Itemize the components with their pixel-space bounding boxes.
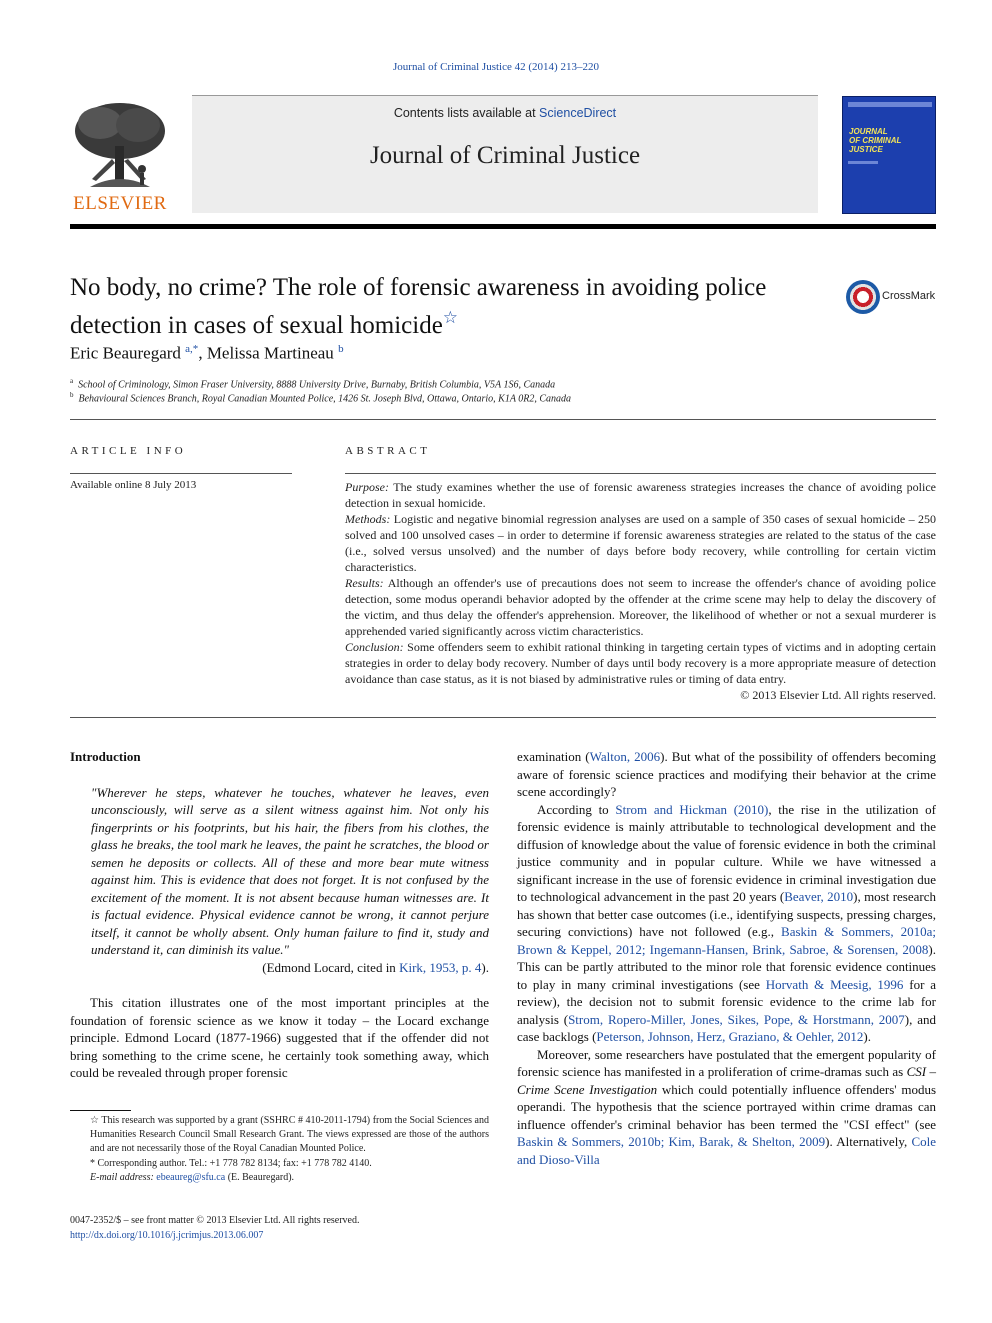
reference-link[interactable]: Baskin & Sommers, 2010b; Kim, Barak, & Shelton, 2009 [517, 1134, 826, 1149]
locard-quote: "Wherever he steps, whatever he touches, whatever he leaves, even unconsciously, will serve as a silent witness against him. Not only his fingerprints or his footprints, but his hair, the fibers from his clothes, the glass he breaks, the tool mark he leaves, the paint he scratches, the blood or semen he deposits or collects. All of these and more bear mute witness against him. This is evidence that does not forget. It is not confused by the excitement of the moment. It is not absent because human witnesses are. It is factual evidence. Physical evidence cannot be wrong, it cannot perjure itself, it cannot be wholly absent. Only human failure to find it, study and understand it, can diminish its value." [91, 784, 489, 957]
affiliation-mark: b [70, 391, 74, 399]
abstract-body [345, 479, 936, 703]
author-affiliation-link[interactable]: b [338, 343, 344, 355]
email-footnote [70, 1171, 489, 1185]
body-text: According to [537, 801, 616, 817]
email-label: E-mail address: [90, 1171, 154, 1183]
cover-bar [848, 102, 932, 107]
section-heading-introduction: Introduction [70, 749, 141, 764]
abstract-conclusion [345, 639, 936, 687]
body-text: for a review), the decision not to submit forensic evidence to the crime lab for analysis ( [517, 976, 936, 1027]
section-rule [70, 419, 936, 420]
body-text: , the rise in the utilization of forensic evidence is mainly attributable to technological development and the diffusion of knowledge about the value of forensic evidence in both the criminal justice community and in popular culture. While we have witnessed a significant increase in the use of forensic evidence in criminal investigation due to technological advancement in the past 20 years ( [517, 801, 936, 904]
citation-text: ). [481, 959, 489, 975]
abstract-text: The study examines whether the use of forensic awareness strategies increases the chance of avoiding police detection in sexual homicide. [345, 480, 936, 510]
affiliation-text: School of Criminology, Simon Fraser University, 8888 University Drive, Burnaby, British Columbia, V5A 1S6, Canada [78, 379, 556, 391]
body-text: Moreover, some researchers have postulated that the emergent popularity of forensic science has manifested in a proliferation of crime-dramas such as [517, 1046, 936, 1079]
author-name: Melissa Martineau [206, 343, 334, 363]
body-column-right [517, 748, 936, 1168]
reference-link[interactable]: Peterson, Johnson, Herz, Graziano, & Oehler, 2012 [596, 1029, 864, 1044]
abstract-label: Methods: [345, 512, 391, 526]
funding-footnote [70, 1114, 489, 1157]
sciencedirect-link[interactable]: ScienceDirect [539, 106, 617, 120]
abstract-copyright: © 2013 Elsevier Ltd. All rights reserved. [740, 688, 936, 702]
footnote-rule [70, 1110, 131, 1111]
body-text: which could potentially influence offenders' modus operandi. The hypothesis that the science portrayed within crime dramas can influence offender's criminal behavior has been termed the "CSI effect" (see [517, 1081, 937, 1132]
body-text: ). This can be partly attributed to the minor role that forensic evidence continues to play in many criminal investigations (see [517, 941, 936, 992]
body-italic: CSI – Crime Scene Investigation [517, 1064, 937, 1097]
footnote-text: This research was supported by a grant (SSHRC # 410-2011-1794) from the Social Sciences and Humanities Research Council Small Research Grant. The views expressed are those of the authors and are not necessarily those of the Royal Canadian Mounted Police. [90, 1115, 489, 1155]
body-text: ). Alternatively, [825, 1134, 912, 1149]
reference-link[interactable]: Kirk, 1953, p. 4 [399, 959, 482, 975]
crossmark-label: CrossMark [882, 290, 936, 302]
body-paragraph: This citation illustrates one of the most important principles at the foundation of forensic science as we know it today – the Locard exchange principle. Edmond Locard (1877-1966) suggested that if the offender did not bring something to the crime scene, he certainly took something away, which could be revealed through proper forensic [70, 995, 489, 1080]
author-separator: , [198, 343, 207, 363]
reference-link[interactable]: Baskin & Sommers, 2010a; Brown & Keppel, 2012; Ingemann-Hansen, Brink, Sabroe, & Sorensen, 2008 [517, 924, 937, 957]
abstract-text: Some offenders seem to exhibit rational thinking in targeting certain types of victims and in adopting certain strategies in order to delay body recovery. Number of days until body recovery is a more appropriate measure of detection avoidance than case status, as it is not biased by administrative rules or timing of data entry. [345, 640, 936, 686]
abstract-text: Although an offender's use of precautions does not seem to increase the offender's chance of avoiding police detection, some modus operandi behavior adopted by the offender at the crime scene may help to delay the discovery of the victim, and thus delay the offender's apprehension. Moreover, the likelihood of whether or not a sexual murderer is apprehended varied significantly across victim characteristics. [345, 576, 936, 638]
body-text: ), most research has shown that better case outcomes (i.e., identifying suspects, pressing charges, securing convictions) have not followed (e.g., [517, 889, 937, 939]
tree-icon [70, 101, 170, 191]
elsevier-tree-logo [70, 101, 170, 213]
contents-prefix: Contents lists available at [393, 106, 540, 120]
affiliation-text: Behavioural Sciences Branch, Royal Canadian Mounted Police, 1426 St. Joseph Blvd, Ottawa, Ontario, K1A 0R2, Canada [78, 393, 572, 405]
reference-link[interactable]: Beaver, 2010 [784, 889, 854, 904]
crossmark-badge[interactable] [846, 280, 941, 316]
citation-text: (Edmond Locard, cited in [262, 959, 400, 975]
quote-citation [70, 959, 489, 977]
author-affiliation-link[interactable]: a,* [185, 343, 199, 355]
reference-link[interactable]: Strom, Ropero-Miller, Jones, Sikes, Pope, & Horstmann, 2007 [568, 1011, 905, 1027]
body-column-left [70, 748, 489, 1082]
footnotes [70, 1114, 489, 1185]
elsevier-wordmark: ELSEVIER [73, 193, 167, 214]
article-info-rule [70, 473, 292, 474]
crossmark-icon [846, 280, 880, 314]
abstract-methods [345, 511, 936, 575]
reference-link[interactable]: Cole and Dioso-Villa [517, 1134, 937, 1167]
body-text: examination ( [517, 749, 590, 764]
issn-line: 0047-2352/$ – see front matter © 2013 Elsevier Ltd. All rights reserved. [70, 1215, 360, 1226]
abstract-text: Logistic and negative binomial regression analyses are used on a sample of 350 cases of sexual homicide – 250 solved and 100 unsolved cases – in order to determine if forensic awareness strategies are related to the status of the case (i.e., solved versus unsolved) and the number of days before body recovery, while controlling for certain victim characteristics. [345, 512, 936, 574]
reference-link[interactable]: Strom and Hickman (2010) [615, 801, 769, 817]
corresponding-footnote [70, 1157, 489, 1171]
body-paragraph [517, 748, 936, 801]
affiliation-b [70, 391, 571, 404]
body-paragraph [517, 1046, 936, 1169]
body-text: ), and case backlogs ( [517, 1011, 936, 1044]
abstract-label: Purpose: [345, 480, 389, 494]
article-info-heading: ARTICLE INFO [70, 445, 187, 457]
section-rule [70, 717, 936, 718]
journal-banner [192, 95, 818, 213]
email-link[interactable]: ebeaureg@sfu.ca [156, 1171, 226, 1183]
journal-title: Journal of Criminal Justice [369, 142, 641, 169]
body-text: ). But what of the possibility of offenders becoming aware of forensic science practices and modifying their behavior at the crime scene accordingly? [517, 749, 936, 799]
header-rule [70, 224, 936, 229]
author-list [70, 343, 344, 364]
abstract-heading: ABSTRACT [345, 445, 431, 457]
contents-line [192, 106, 818, 120]
reference-link[interactable]: Walton, 2006 [589, 749, 661, 764]
footnote-text: (E. Beauregard). [225, 1171, 295, 1183]
abstract-results [345, 575, 936, 639]
abstract-label: Results: [345, 576, 384, 590]
abstract-label: Conclusion: [345, 640, 404, 654]
footnote-text: Corresponding author. Tel.: +1 778 782 8134; fax: +1 778 782 4140. [95, 1157, 372, 1169]
cover-bar-small [848, 161, 878, 164]
affiliation-a [70, 377, 555, 390]
body-text: ). [863, 1029, 872, 1044]
footnote-asterisk: * [90, 1157, 95, 1169]
article-title [70, 273, 830, 341]
cover-title: JOURNAL OF CRIMINAL JUSTICE [849, 127, 902, 154]
affiliation-mark: a [70, 377, 74, 385]
abstract-rule [345, 473, 936, 474]
article-title-text: No body, no crime? The role of forensic awareness in avoiding police detection in cases of sexual homicide [70, 274, 767, 339]
journal-cover-thumbnail[interactable] [842, 96, 936, 214]
footnote-star: ☆ [90, 1115, 100, 1126]
journal-citation[interactable]: Journal of Criminal Justice 42 (2014) 213–220 [393, 61, 599, 73]
available-online: Available online 8 July 2013 [70, 479, 197, 491]
abstract-purpose [345, 479, 936, 511]
reference-link[interactable]: Horvath & Meesig, 1996 [765, 976, 904, 992]
title-footnote-star[interactable]: ☆ [442, 308, 459, 327]
doi-link[interactable]: http://dx.doi.org/10.1016/j.jcrimjus.2013.06.007 [70, 1229, 264, 1241]
body-paragraph [517, 801, 936, 1046]
front-matter [70, 1214, 359, 1243]
masthead [70, 95, 936, 215]
author-name: Eric Beauregard [70, 343, 181, 363]
